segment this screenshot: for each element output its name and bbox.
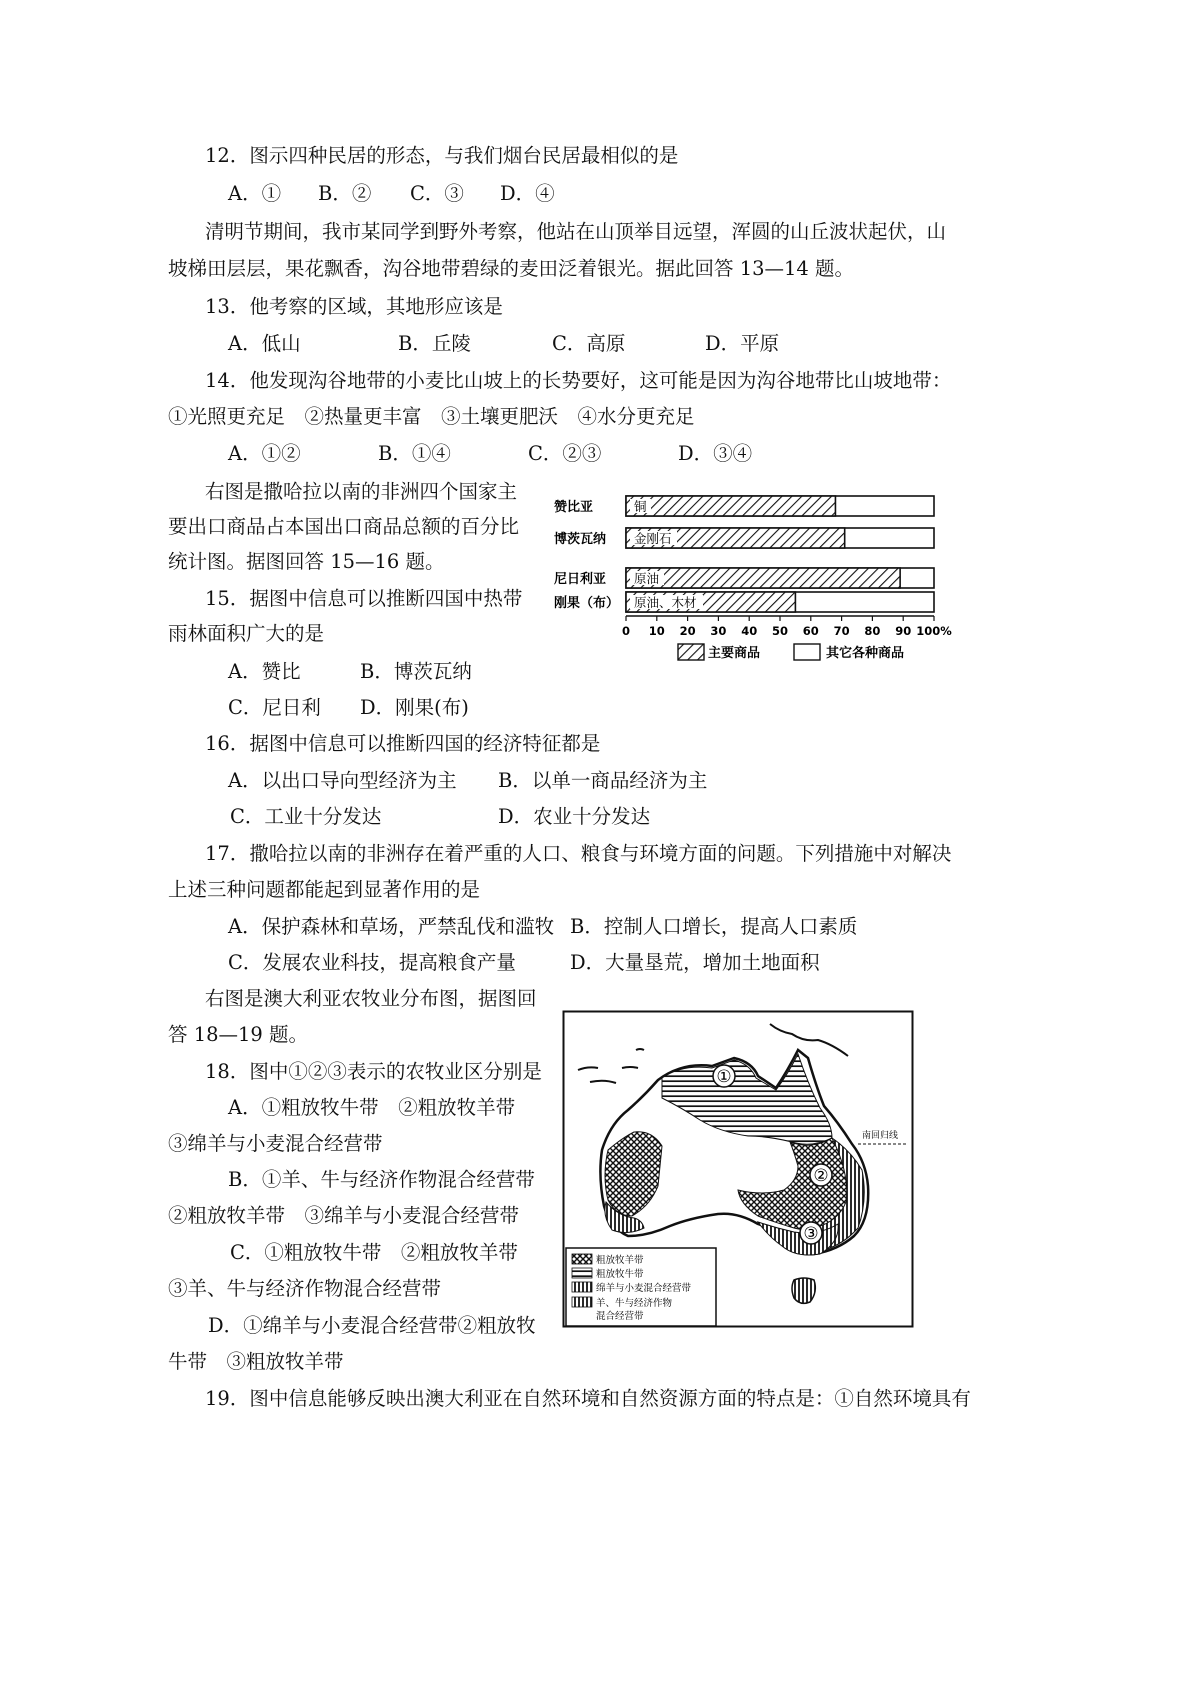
bar-main	[626, 568, 900, 588]
bar-category-label: 博茨瓦纳	[554, 532, 607, 547]
bar-category-label: 赞比亚	[554, 500, 594, 515]
legend-swatch-sheep	[572, 1254, 592, 1264]
q18-option-d-line2: 牛带 ③粗放牧羊带	[168, 1350, 344, 1373]
intro18-line2: 答 18—19 题。	[168, 1023, 309, 1046]
tasmania	[792, 1278, 815, 1303]
q16-option-a: A．以出口导向型经济为主	[228, 769, 457, 792]
bar-main-label: 铜	[634, 499, 647, 514]
q17-option-b: B．控制人口增长，提高人口素质	[570, 915, 858, 938]
q12-option-a: A．①	[228, 182, 282, 205]
q16-stem: 16．据图中信息可以推断四国的经济特征都是	[205, 732, 601, 755]
q16-option-b: B．以单一商品经济为主	[498, 769, 708, 792]
legend-label-other: 其它各种商品	[826, 646, 905, 661]
bar-category-label: 刚果（布）	[554, 596, 620, 611]
q19-stem: 19．图中信息能够反映出澳大利亚在自然环境和自然资源方面的特点是：①自然环境具有	[205, 1387, 971, 1410]
q17-option-c: C．发展农业科技，提高粮食产量	[228, 951, 516, 974]
legend-swatch-main	[678, 644, 704, 660]
legend-swatch-cattle	[572, 1268, 592, 1278]
q15-option-d: D．刚果(布)	[360, 696, 469, 719]
intro15-line1: 右图是撒哈拉以南的非洲四个国家主	[205, 480, 518, 503]
q18-option-a-line2: ③绵羊与小麦混合经营带	[168, 1132, 383, 1155]
legend-swatch-other	[794, 644, 820, 660]
q12-option-b: B．②	[318, 182, 372, 205]
q13-option-a: A．低山	[228, 332, 301, 355]
map-legend-mixed-2: 混合经营带	[596, 1311, 644, 1322]
intro13-line1: 清明节期间，我市某同学到野外考察，他站在山顶举目远望，浑圆的山丘波状起伏，山	[205, 220, 947, 243]
q18-stem: 18．图中①②③表示的农牧业区分别是	[205, 1060, 542, 1083]
region-label-3: ③	[803, 1224, 819, 1244]
export-share-bar-chart	[548, 482, 968, 682]
q14-stem-line1: 14．他发现沟谷地带的小麦比山坡上的长势要好，这可能是因为沟谷地带比山坡地带：	[205, 369, 952, 392]
intro15-line3: 统计图。据图回答 15—16 题。	[168, 550, 445, 573]
q18-option-b-line1: B．①羊、牛与经济作物混合经营带	[228, 1168, 535, 1191]
region-label-1: ①	[716, 1067, 732, 1087]
q14-stem-line2: ①光照更充足 ②热量更丰富 ③土壤更肥沃 ④水分更充足	[168, 405, 695, 428]
map-legend-sheep: 粗放牧羊带	[596, 1255, 644, 1266]
q14-option-b: B．①④	[378, 442, 451, 465]
q12-stem: 12．图示四种民居的形态，与我们烟台民居最相似的是	[205, 144, 679, 167]
q15-option-c: C．尼日利	[228, 696, 321, 719]
x-tick-label: 90	[895, 624, 912, 638]
x-tick-label: 60	[802, 624, 819, 638]
q18-option-d-line1: D．①绵羊与小麦混合经营带②粗放牧	[208, 1314, 536, 1337]
q17-stem-line2: 上述三种问题都能起到显著作用的是	[168, 878, 481, 901]
q12-option-c: C．③	[410, 182, 464, 205]
q17-stem-line1: 17．撒哈拉以南的非洲存在着严重的人口、粮食与环境方面的问题。下列措施中对解决	[205, 842, 952, 865]
bar-main-label: 原油	[634, 571, 660, 586]
map-legend-cattle: 粗放牧牛带	[596, 1269, 644, 1280]
bar-main	[626, 496, 835, 516]
x-tick-label: 30	[710, 624, 727, 638]
map-legend	[566, 1248, 716, 1326]
bar-main-label: 金刚石	[634, 531, 672, 546]
q14-option-a: A．①②	[228, 442, 301, 465]
intro18-line1: 右图是澳大利亚农牧业分布图，据图回	[205, 987, 537, 1010]
q17-option-a: A．保护森林和草场，严禁乱伐和滥牧	[228, 915, 555, 938]
x-tick-label: 50	[771, 624, 789, 638]
bar-category-label: 尼日利亚	[554, 572, 607, 587]
australia-agriculture-map	[562, 1010, 914, 1328]
x-tick-label: 100%	[916, 624, 952, 638]
x-tick-label: 10	[648, 624, 665, 638]
x-tick-label: 0	[621, 624, 631, 638]
q16-option-d: D．农业十分发达	[498, 805, 651, 828]
q14-option-d: D．③④	[678, 442, 753, 465]
q12-option-d: D．④	[500, 182, 555, 205]
map-legend-mixed-1: 羊、牛与经济作物	[596, 1298, 673, 1309]
bar-main-label: 原油、木材	[634, 595, 697, 610]
q13-stem: 13．他考察的区域，其地形应该是	[205, 295, 503, 318]
tropic-label: 南回归线	[861, 1131, 899, 1141]
q13-option-b: B．丘陵	[398, 332, 471, 355]
q16-option-c: C．工业十分发达	[230, 805, 382, 828]
q18-option-c-line2: ③羊、牛与经济作物混合经营带	[168, 1277, 442, 1300]
q15-stem-line2: 雨林面积广大的是	[168, 622, 325, 645]
intro13-line2: 坡梯田层层，果花飘香，沟谷地带碧绿的麦田泛着银光。据此回答 13—14 题。	[168, 257, 855, 280]
q14-option-c: C．②③	[528, 442, 602, 465]
x-tick-label: 40	[741, 624, 758, 638]
intro15-line2: 要出口商品占本国出口商品总额的百分比	[168, 515, 520, 538]
q17-option-d: D．大量垦荒，增加土地面积	[570, 951, 820, 974]
q15-option-b: B．博茨瓦纳	[360, 660, 472, 683]
q18-option-a-line1: A．①粗放牧牛带 ②粗放牧羊带	[228, 1096, 516, 1119]
q13-option-c: C．高原	[552, 332, 626, 355]
legend-swatch-mixed	[572, 1297, 592, 1307]
x-tick-label: 70	[833, 624, 850, 638]
q13-option-d: D．平原	[705, 332, 780, 355]
map-legend-wheat: 绵羊与小麦混合经营带	[596, 1283, 692, 1294]
legend-label-main: 主要商品	[708, 646, 761, 661]
q15-stem-line1: 15．据图中信息可以推断四国中热带	[205, 587, 523, 610]
q18-option-b-line2: ②粗放牧羊带 ③绵羊与小麦混合经营带	[168, 1204, 520, 1227]
region-label-2: ②	[813, 1166, 829, 1186]
q15-option-a: A．赞比	[228, 660, 301, 683]
legend-swatch-wheat	[572, 1282, 592, 1292]
x-tick-label: 80	[864, 624, 881, 638]
q18-option-c-line1: C．①粗放牧牛带 ②粗放牧羊带	[230, 1241, 518, 1264]
x-tick-label: 20	[679, 624, 696, 638]
